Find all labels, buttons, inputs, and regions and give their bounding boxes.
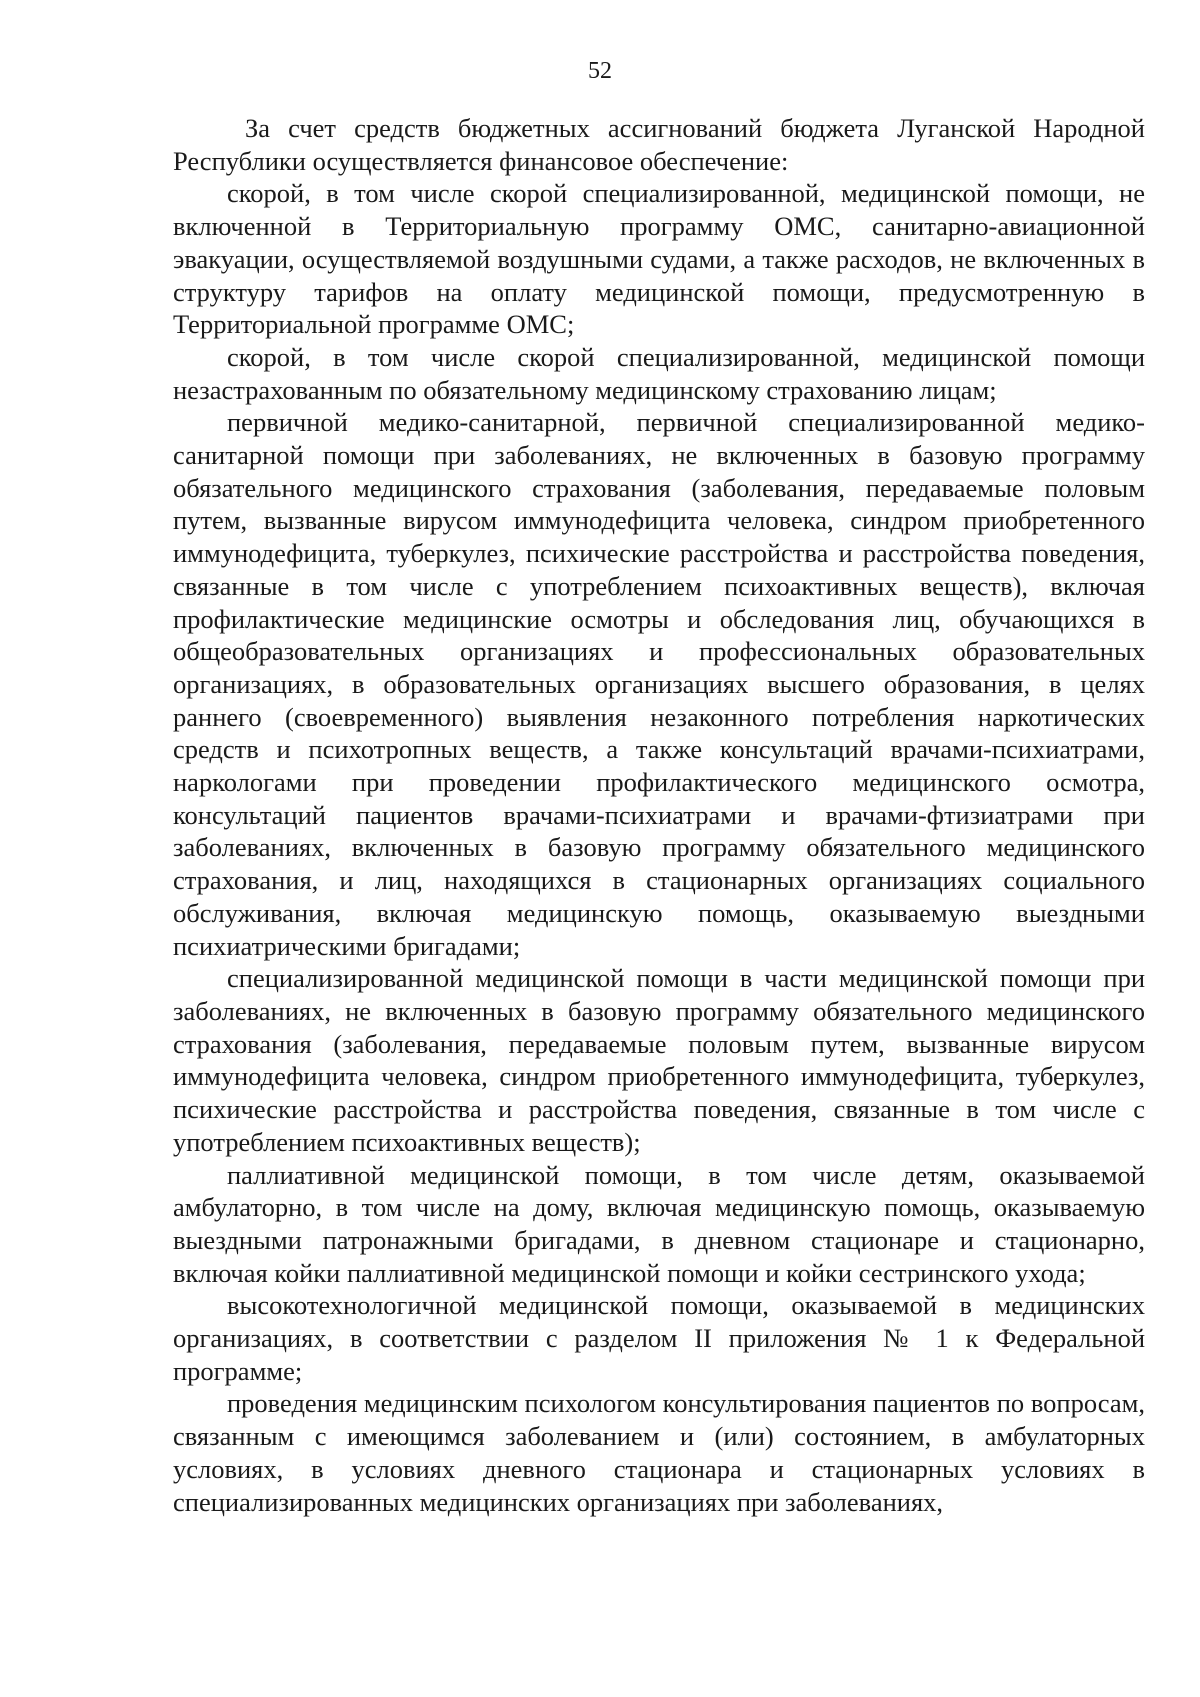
page-number: 52 <box>588 58 612 84</box>
paragraph-emergency-uninsured: скорой, в том числе скорой специализированной, медицинской помощи незастрахованным по обязательному медицинскому страхованию лицам; <box>173 341 1145 405</box>
paragraph-intro: За счет средств бюджетных ассигнований бюджета Луганской Народной Республики осуществляется финансовое обеспечение: <box>173 113 1145 176</box>
paragraph-primary-care: первичной медико-санитарной, первичной специализированной медико-санитарной помощи при заболеваниях, не включенных в базовую программу обязательного медицинского страхования (заболевания, передаваемые половым путем, вызванные вирусом иммунодефицита человека, синдром приобретенного иммунодефицита, туберкулез, психические расстройства и расстройства поведения, связанные в том числе с употреблением психоактивных веществ), включая профилактические медицинские осмотры и обследования лиц, обучающихся в общеобразовательных организациях и профессиональных образовательных организациях, в образовательных организациях высшего образования, в целях раннего (своевременного) выявления незаконного потребления наркотических средств и психотропных веществ, а также консультаций врачами-психиатрами, наркологами при проведении профилактического медицинского осмотра, консультаций пациентов врачами-психиатрами и врачами-фтизиатрами при заболеваниях, включенных в базовую программу обязательного медицинского страхования, и лиц, находящихся в стационарных организациях социального обслуживания, включая медицинскую помощь, оказываемую выездными психиатрическими бригадами; <box>173 407 1145 961</box>
paragraph-emergency-care: скорой, в том числе скорой специализированной, медицинской помощи, не включенной в Территориальную программу ОМС, санитарно-авиационной эвакуации, осуществляемой воздушными судами, а также расходов, не включенных в структуру тарифов на оплату медицинской помощи, предусмотренную в Территориальной программе ОМС; <box>173 178 1145 340</box>
paragraph-specialized-care: специализированной медицинской помощи в части медицинской помощи при заболеваниях, не включенных в базовую программу обязательного медицинского страхования (заболевания, передаваемые половым путем, вызванные вирусом иммунодефицита человека, синдром приобретенного иммунодефицита, туберкулез, психические расстройства и расстройства поведения, связанные в том числе с употреблением психоактивных веществ); <box>173 963 1145 1157</box>
paragraph-palliative-care: паллиативной медицинской помощи, в том числе детям, оказываемой амбулаторно, в том числе на дому, включая медицинскую помощь, оказываемую выездными патронажными бригадами, в дневном стационаре и стационарно, включая койки паллиативной медицинской помощи и койки сестринского ухода; <box>173 1159 1145 1288</box>
document-body <box>173 112 1145 1518</box>
paragraph-high-tech-care: высокотехнологичной медицинской помощи, оказываемой в медицинских организациях, в соответствии с разделом II приложения № 1 к Федеральной программе; <box>173 1290 1145 1386</box>
paragraph-psychologist-consulting: проведения медицинским психологом консультирования пациентов по вопросам, связанным с имеющимся заболеванием и (или) состоянием, в амбулаторных условиях, в условиях дневного стационара и стационарных условиях в специализированных медицинских организациях при заболеваниях, <box>173 1388 1145 1517</box>
